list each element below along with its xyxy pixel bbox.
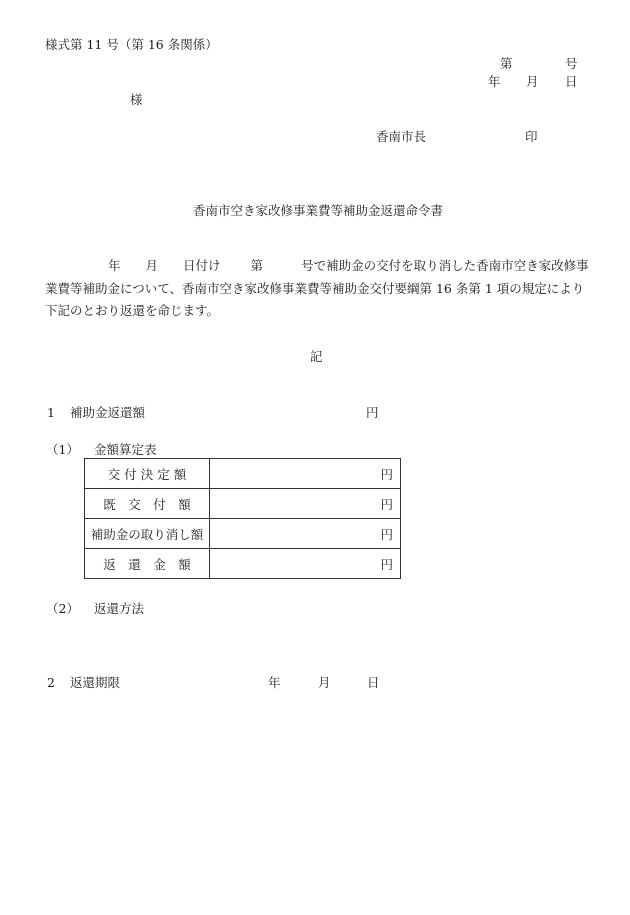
addressee-suffix: 様 <box>130 92 143 107</box>
date-year: 年 <box>488 74 501 89</box>
item2-number: 2 <box>47 675 55 690</box>
row-label: 返 還 金 額 <box>85 549 210 579</box>
doc-number-go: 号 <box>565 56 578 71</box>
item1-label: 補助金返還額 <box>70 405 146 420</box>
sub1-label: 金額算定表 <box>94 442 157 457</box>
body-month: 月 <box>145 258 159 273</box>
body-year: 年 <box>108 258 121 273</box>
table-row <box>85 459 401 489</box>
row-label: 補助金の取り消し額 <box>85 519 210 549</box>
table-row <box>85 489 401 519</box>
item2-day: 日 <box>367 675 380 690</box>
sub1-number: （1） <box>46 442 79 457</box>
row-unit: 円 <box>210 459 401 489</box>
item2-label: 返還期限 <box>70 675 121 690</box>
row-label: 交 付 決 定 額 <box>85 459 210 489</box>
item1-unit: 円 <box>366 405 379 420</box>
item2-year: 年 <box>268 675 281 690</box>
form-number: 様式第 11 号（第 16 条関係） <box>45 37 218 52</box>
row-unit: 円 <box>210 519 401 549</box>
row-label: 既 交 付 額 <box>85 489 210 519</box>
sub2-label: 返還方法 <box>94 601 145 616</box>
row-unit: 円 <box>210 489 401 519</box>
table-row <box>85 549 401 579</box>
ki-heading: 記 <box>310 349 323 364</box>
date-month: 月 <box>526 74 539 89</box>
body-paragraph <box>45 255 590 323</box>
body-text: 号で補助金の交付を取り消した香南市空き家改修事業費等補助金について、香南市空き家改修事業費等補助金交付要綱第 16 条第 1 項の規定により下記のとおり返還を命じます。 <box>45 258 589 318</box>
table-row <box>85 519 401 549</box>
doc-number-dai: 第 <box>500 56 513 71</box>
amount-calculation-table <box>84 458 401 579</box>
sub2-number: （2） <box>46 601 79 616</box>
date-day: 日 <box>565 74 578 89</box>
row-unit: 円 <box>210 549 401 579</box>
document-title: 香南市空き家改修事業費等補助金返還命令書 <box>193 203 444 218</box>
item2-month: 月 <box>318 675 331 690</box>
issuer-name: 香南市長 <box>376 129 427 144</box>
body-dated: 日付け <box>183 258 221 273</box>
body-dai: 第 <box>250 258 264 273</box>
item1-number: 1 <box>47 405 55 420</box>
seal-mark: 印 <box>525 129 538 144</box>
